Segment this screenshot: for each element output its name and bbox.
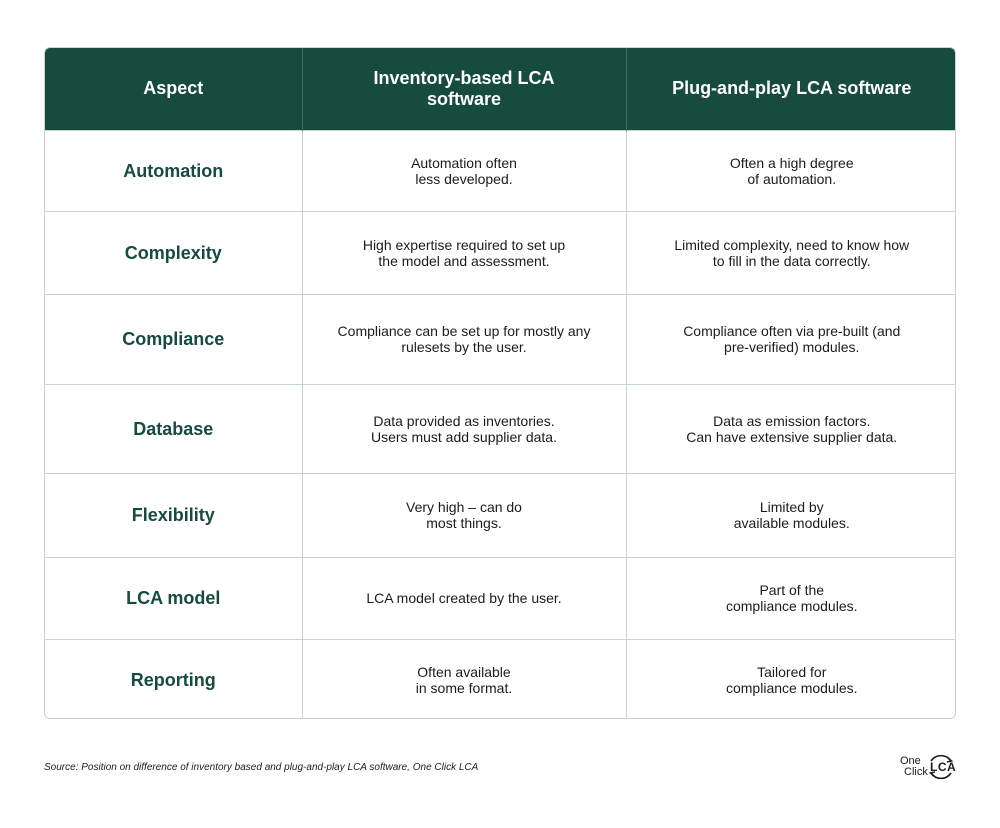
table-header-row (45, 48, 956, 130)
plug-and-play-cell: Limited by available modules. (626, 473, 956, 557)
plug-and-play-cell: Often a high degree of automation. (626, 130, 956, 211)
inventory-cell: Data provided as inventories. Users must add supplier data. (302, 384, 626, 473)
aspect-cell: Complexity (45, 211, 302, 294)
header-aspect: Aspect (45, 48, 302, 130)
aspect-cell: Compliance (45, 294, 302, 384)
header-plug-and-play: Plug-and-play LCA software (626, 48, 956, 130)
plug-and-play-cell: Limited complexity, need to know how to fill in the data correctly. (626, 211, 956, 294)
table-row (45, 473, 956, 557)
comparison-table-container (44, 47, 956, 719)
aspect-cell: LCA model (45, 557, 302, 639)
aspect-cell: Reporting (45, 639, 302, 719)
table-row (45, 384, 956, 473)
logo-text-one: One (900, 755, 921, 767)
source-note: Source: Position on difference of inventory based and plug-and-play LCA software, One Click LCA (44, 762, 479, 773)
logo-text-click: Click (904, 766, 928, 778)
plug-and-play-cell: Part of the compliance modules. (626, 557, 956, 639)
aspect-cell: Database (45, 384, 302, 473)
inventory-cell: Often available in some format. (302, 639, 626, 719)
table-row (45, 557, 956, 639)
table-row (45, 211, 956, 294)
comparison-table (45, 48, 956, 719)
header-inventory-based: Inventory-based LCA software (302, 48, 626, 130)
plug-and-play-cell: Tailored for compliance modules. (626, 639, 956, 719)
plug-and-play-cell: Compliance often via pre-built (and pre-verified) modules. (626, 294, 956, 384)
table-row (45, 130, 956, 211)
inventory-cell: LCA model created by the user. (302, 557, 626, 639)
one-click-lca-logo (898, 752, 958, 782)
table-row (45, 639, 956, 719)
inventory-cell: Compliance can be set up for mostly any rulesets by the user. (302, 294, 626, 384)
inventory-cell: Automation often less developed. (302, 130, 626, 211)
inventory-cell: High expertise required to set up the model and assessment. (302, 211, 626, 294)
logo-text-lca: LCA (930, 760, 957, 774)
table-row (45, 294, 956, 384)
aspect-cell: Flexibility (45, 473, 302, 557)
aspect-cell: Automation (45, 130, 302, 211)
plug-and-play-cell: Data as emission factors. Can have extensive supplier data. (626, 384, 956, 473)
inventory-cell: Very high – can do most things. (302, 473, 626, 557)
